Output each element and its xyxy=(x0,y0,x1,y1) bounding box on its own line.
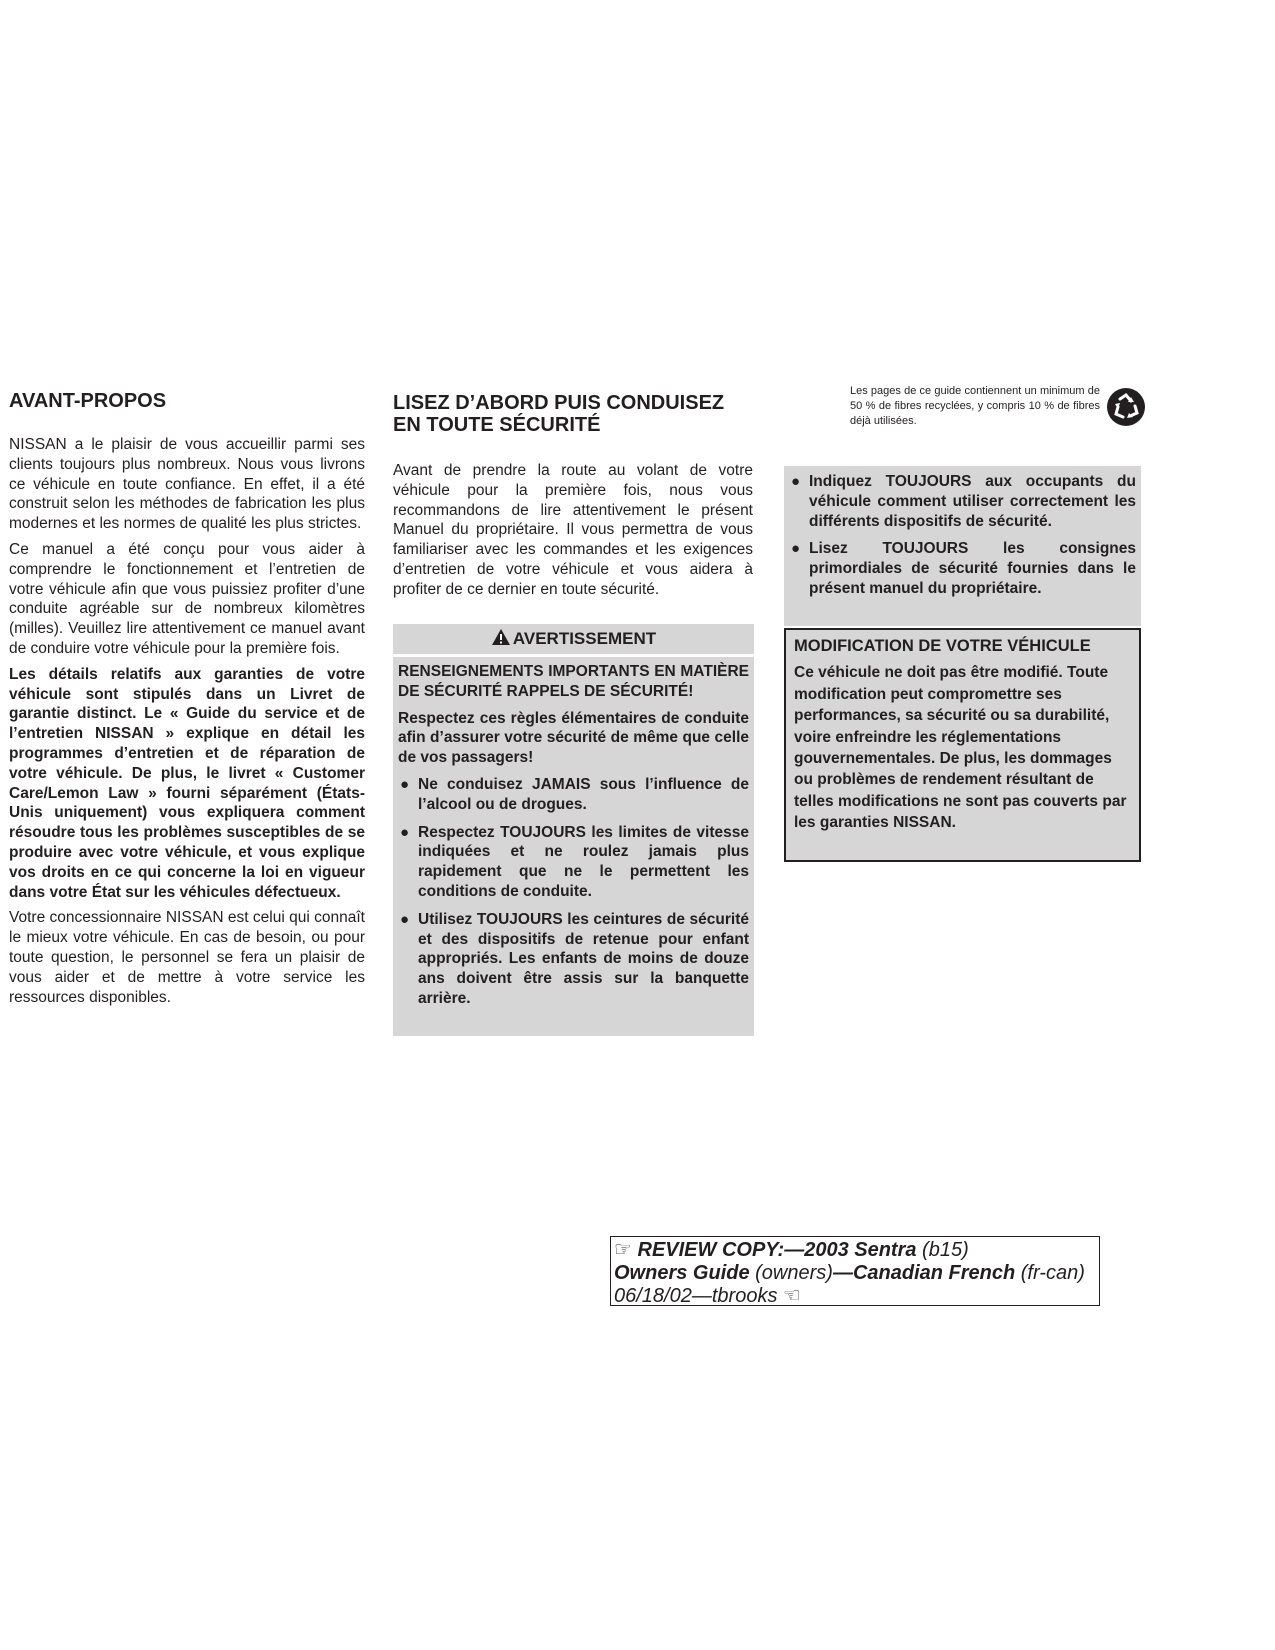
recycle-note: Les pages de ce guide contiennent un minimum de 50 % de fibres recyclées, y compris 10 % de fibres déjà utilisées. xyxy=(850,385,1100,427)
foreword-paragraph-1: NISSAN a le plaisir de vous accueillir parmi ses clients toujours plus nombreux. Nous vous livrons ce véhicule en toute confiance. En effet, il a été construit selon les méthodes de fabrication les plus modernes et les normes de qualité les plus strictes. xyxy=(9,436,365,533)
review-line-2 xyxy=(614,1262,1099,1285)
warning-triangle-icon xyxy=(491,628,511,646)
safety-title-line-1: LISEZ D’ABORD PUIS CONDUISEZ xyxy=(393,392,725,414)
warning-bullet: ● Ne conduisez JAMAIS sous l’influence de l’alcool ou de drogues. xyxy=(400,775,749,813)
review-model-code: (b15) xyxy=(916,1239,969,1261)
safety-title-line-2: EN TOUTE SÉCURITÉ xyxy=(393,414,601,436)
pointing-hand-icon: ☜ xyxy=(783,1285,801,1307)
modification-title: MODIFICATION DE VOTRE VÉHICULE xyxy=(794,637,1091,655)
safety-bullets-content xyxy=(784,466,1141,599)
review-guide: Owners Guide xyxy=(614,1262,750,1284)
review-model: 2003 Sentra xyxy=(804,1239,917,1261)
modification-box xyxy=(784,628,1141,862)
foreword-title: AVANT-PROPOS xyxy=(9,390,167,412)
warning-content xyxy=(393,657,754,1009)
pointing-hand-icon: ☞ xyxy=(614,1239,632,1261)
foreword-body xyxy=(9,435,365,1013)
review-line-3 xyxy=(614,1285,1099,1308)
warning-bullet: ● Utilisez TOUJOURS les ceintures de sécurité et des dispositifs de retenue pour enfant appropriés. Les enfants de moins de douze ans doivent être assis sur la banquette arrière. xyxy=(400,910,749,1007)
warning-intro: Respectez ces règles élémentaires de conduite afin d’assurer votre sécurité de même que celle de vos passagers! xyxy=(398,709,749,767)
safety-bullet-list xyxy=(789,472,1136,599)
review-lang: —Canadian French xyxy=(832,1262,1016,1284)
safety-bullet: ● Lisez TOUJOURS les consignes primordiales de sécurité fournies dans le présent manuel du propriétaire. xyxy=(791,540,1136,597)
review-date: 06/18/02—tbrooks xyxy=(614,1285,778,1307)
review-line-1 xyxy=(614,1239,1099,1262)
recycle-icon xyxy=(1106,387,1146,427)
bullet-icon: ● xyxy=(400,910,410,928)
foreword-dealer-paragraph: Votre concessionnaire NISSAN est celui qui connaît le mieux votre véhicule. En cas de besoin, ou pour toute question, le personnel se fera un plaisir de vous aider et de mettre à votre service les ressources disponibles. xyxy=(9,909,365,1006)
warning-heading-text: AVERTISSEMENT xyxy=(512,629,657,648)
bullet-icon: ● xyxy=(791,473,801,490)
modification-content xyxy=(786,630,1139,834)
warning-bullet-list xyxy=(398,775,749,1009)
warning-box xyxy=(393,624,754,1036)
safety-bullet: ● Indiquez TOUJOURS aux occupants du véhicule comment utiliser correctement les différents dispositifs de sécurité. xyxy=(791,473,1136,530)
bullet-icon: ● xyxy=(400,775,410,793)
bullet-icon: ● xyxy=(791,540,801,558)
safety-intro: Avant de prendre la route au volant de votre véhicule pour la première fois, nous vous recommandons de lire attentivement le présent Manuel du propriétaire. Il vous permettra de vous familiariser avec les commandes et les exigences d’entretien de votre véhicule et vous aidera à profiter de ce dernier en toute sécurité. xyxy=(393,462,753,598)
review-copy-stamp xyxy=(610,1236,1100,1306)
modification-text: Ce véhicule ne doit pas être modifié. Toute modification peut compromettre ses performances, sa sécurité ou sa durabilité, voire enfreindre les réglementations gouvernementales. De plus, les dommages ou problèmes de rendement résultant de telles modifications ne sont pas couverts par les garanties NISSAN. xyxy=(794,664,1127,832)
review-label: REVIEW COPY:— xyxy=(637,1239,805,1261)
review-guide-code: (owners) xyxy=(749,1262,833,1284)
warning-heading xyxy=(393,624,754,654)
bullet-icon: ● xyxy=(400,823,410,841)
foreword-warranty-paragraph: Les détails relatifs aux garanties de votre véhicule sont stipulés dans un Livret de garantie distinct. Le « Guide du service et de l’entretien NISSAN » explique en détail les programmes d’entretien et de réparation de votre véhicule. De plus, le livret « Customer Care/Lemon Law » fourni séparément (États-Unis uniquement) vous expliquera comment résoudre tous les problèmes susceptibles de se produire avec votre véhicule, et vous explique vos droits en ce qui concerne la loi en vigueur dans votre État sur les véhicules défectueux. xyxy=(9,665,365,901)
safety-bullets-box xyxy=(784,466,1141,626)
warning-subhead: RENSEIGNEMENTS IMPORTANTS EN MATIÈRE DE SÉCURITÉ RAPPELS DE SÉCURITÉ! xyxy=(398,663,749,700)
safety-title xyxy=(393,392,753,436)
foreword-paragraph-2: Ce manuel a été conçu pour vous aider à comprendre le fonctionnement et l’entretien de votre véhicule afin que vous puissiez profiter d’une conduite agréable sur de nombreux kilomètres (milles). Veuillez lire attentivement ce manuel avant de conduire votre véhicule pour la première fois. xyxy=(9,540,365,657)
review-lang-code: (fr-can) xyxy=(1015,1262,1085,1284)
warning-bullet: ● Respectez TOUJOURS les limites de vitesse indiquées et ne roulez jamais plus rapidement que ne le permettent les conditions de conduite. xyxy=(400,823,749,900)
